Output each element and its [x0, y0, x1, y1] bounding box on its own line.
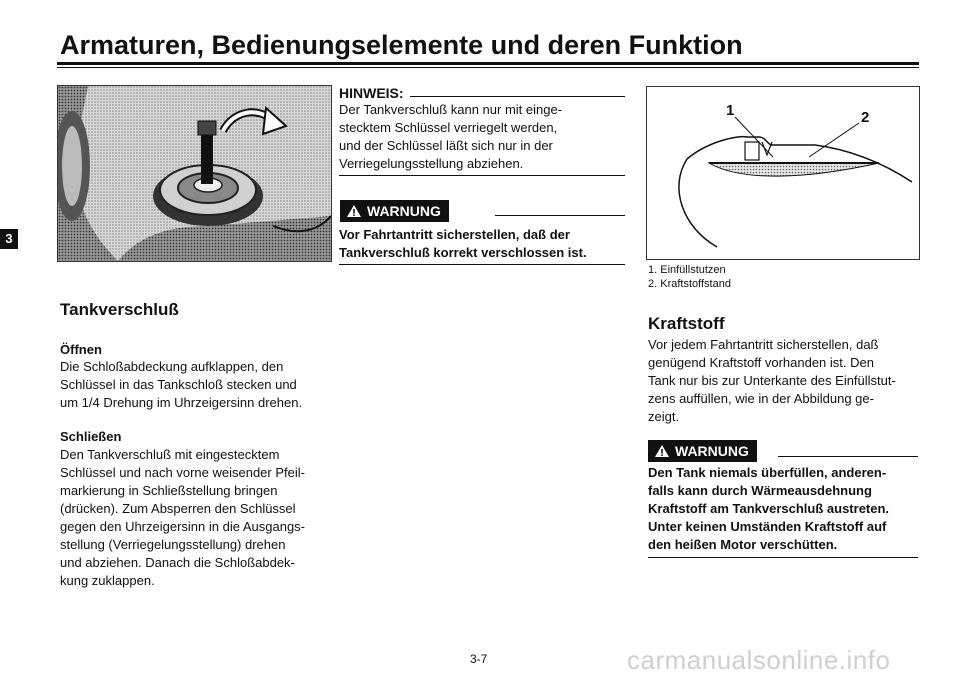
warning-text-fuel: Den Tank niemals überfüllen, anderen- falls kann durch Wärmeausdehnung Kraftstoff am Tankverschluß austreten. Unter keinen Umständen Kraftstoff auf den heißen Motor verschütten. [648, 465, 890, 552]
section-heading-fuel-cap: Tankverschluß [60, 300, 179, 319]
warning-triangle-icon [654, 444, 670, 458]
warning-bottom-rule [339, 264, 625, 265]
warning-badge-fuel [648, 440, 757, 462]
page-title: Armaturen, Bedienungselemente und deren Funktion [60, 30, 743, 60]
warning-label: WARNUNG [367, 203, 441, 219]
watermark: carmanualsonline.info [627, 645, 891, 675]
warning-rule [495, 215, 625, 216]
warning-triangle-icon [346, 204, 362, 218]
warning-badge [340, 200, 449, 222]
open-instructions: Die Schloßabdeckung aufklappen, den Schlüssel in das Tankschloß stecken und um 1/4 Drehung im Uhrzeigersinn drehen. [60, 359, 303, 410]
warning-text: Vor Fahrtantritt sicherstellen, daß der Tankverschluß korrekt verschlossen ist. [339, 227, 587, 260]
note-text: Der Tankverschluß kann nur mit einge- stecktem Schlüssel verriegelt werden, und der Schlüssel läßt sich nur in der Verriegelungsstellung abziehen. [339, 102, 563, 171]
title-rule-thin [57, 67, 919, 68]
diagram-label-2: 2 [861, 109, 870, 126]
note-rule [410, 96, 625, 97]
warning-bottom-rule-fuel [648, 557, 918, 558]
section-tab: 3 [0, 229, 18, 249]
diagram-captions: 1. Einfüllstutzen 2. Kraftstoffstand [648, 264, 731, 290]
page-number: 3-7 [470, 652, 488, 666]
warning-rule-fuel [778, 456, 918, 457]
diagram-label-1: 1 [726, 102, 735, 119]
note-bottom-rule [339, 175, 625, 176]
subheading-open: Öffnen [60, 342, 102, 357]
close-instructions: Den Tankverschluß mit eingestecktem Schlüssel und nach vorne weisender Pfeil- markierung in Schließstellung bringen (drücken). Zum Absperren den Schlüssel gegen den Uhrzeigersinn in die Ausgangs- stellung (Verriegelungsstellung) drehen und abziehen. Danach die Schloßabdek- kung zuklappen. [60, 447, 306, 588]
fuel-cap-photo [57, 85, 332, 262]
subheading-close: Schließen [60, 429, 122, 444]
fuel-level-diagram [646, 86, 920, 260]
warning-label-fuel: WARNUNG [675, 443, 749, 459]
section-heading-fuel: Kraftstoff [648, 314, 725, 333]
fuel-cap-illustration [58, 86, 331, 261]
fuel-instructions: Vor jedem Fahrtantritt sicherstellen, daß genügend Kraftstoff vorhanden ist. Den Tank nur bis zur Unterkante des Einfüllstut- zens auffüllen, wie in der Abbildung ge- zeigt. [648, 337, 896, 424]
title-rule [57, 62, 919, 65]
filler-neck-illustration [647, 87, 919, 259]
note-label: HINWEIS: [339, 85, 404, 101]
